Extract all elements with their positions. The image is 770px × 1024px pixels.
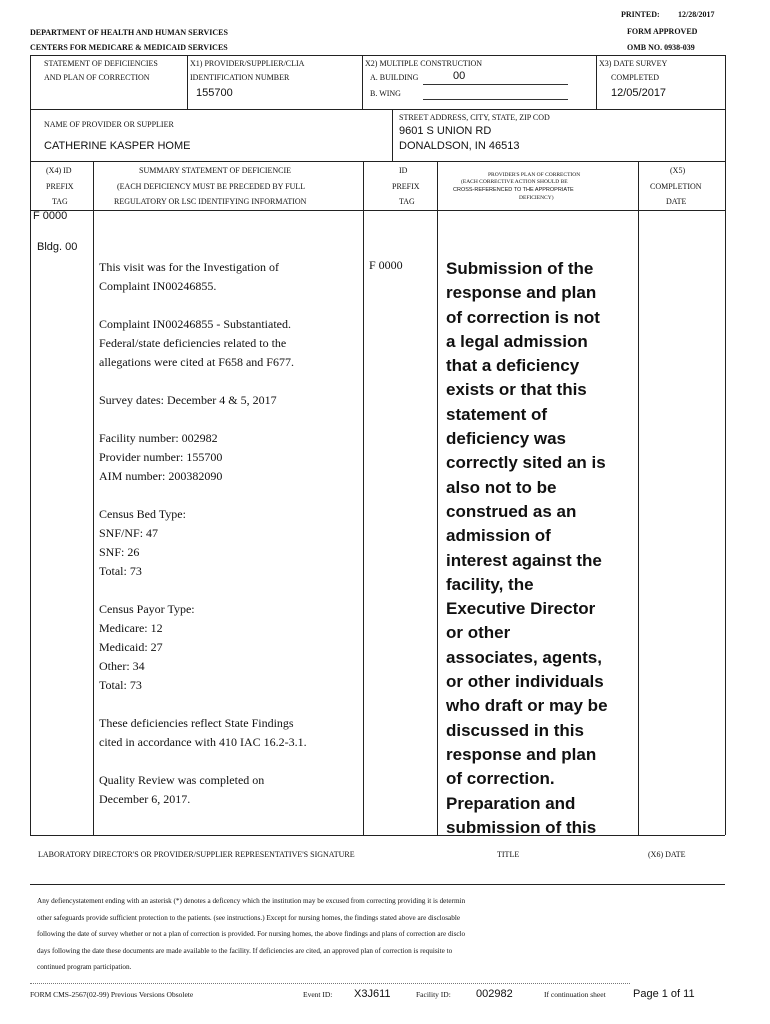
centers-name: CENTERS FOR MEDICARE & MEDICAID SERVICES [30, 43, 228, 52]
statement-label-1: STATEMENT OF DEFICIENCIES [44, 59, 158, 68]
plan-line: of correction. [446, 769, 555, 789]
x4-label-3: TAG [52, 197, 68, 206]
address-line-2: DONALDSON, IN 46513 [399, 140, 520, 152]
summary-line: Total: 73 [99, 678, 142, 692]
plan-line: correctly sited an is [446, 453, 606, 473]
summary-line: SNF/NF: 47 [99, 526, 159, 540]
summary-paragraph [99, 714, 364, 752]
summary-statement [99, 258, 364, 828]
department-name: DEPARTMENT OF HEALTH AND HUMAN SERVICES [30, 28, 228, 37]
x1-label-1: X1) PROVIDER/SUPPLIER/CLIA [190, 59, 305, 68]
x5-label-3: DATE [666, 197, 687, 206]
x3-label-1: X3) DATE SURVEY [599, 59, 668, 68]
summary-label-3: REGULATORY OR LSC IDENTIFYING INFORMATION [114, 197, 307, 206]
summary-line: Census Payor Type: [99, 602, 195, 616]
plan-line: or other [446, 623, 511, 643]
plan-line: of correction is not [446, 307, 600, 327]
summary-paragraph [99, 258, 364, 296]
event-id-label: Event ID: [303, 990, 333, 999]
statement-label-2: AND PLAN OF CORRECTION [44, 73, 150, 82]
x4-label-2: PREFIX [46, 182, 74, 191]
plan-line: that a deficiency [446, 356, 580, 376]
plan-line: response and plan [446, 744, 597, 764]
notice-line: following the date of survey whether or not a plan of correction is provided. For nursing homes, the above findings and plans of correction are disclo [37, 930, 466, 939]
plan-line: discussed in this [446, 720, 584, 740]
address-line-1: 9601 S UNION RD [399, 125, 492, 137]
summary-paragraph [99, 600, 364, 695]
id-label-3: TAG [399, 197, 415, 206]
summary-line: Provider number: 155700 [99, 450, 223, 464]
summary-line: Total: 73 [99, 564, 142, 578]
summary-line: These deficiencies reflect State Findings [99, 716, 294, 730]
summary-line: cited in accordance with 410 IAC 16.2-3.1. [99, 735, 307, 749]
summary-line: This visit was for the Investigation of [99, 260, 279, 274]
plan-line: response and plan [446, 283, 597, 303]
notice-line: continued program participation. [37, 963, 132, 972]
event-id-value: X3J611 [354, 988, 391, 1000]
address-label: STREET ADDRESS, CITY, STATE, ZIP COD [399, 113, 550, 122]
plan-of-correction-text [446, 257, 626, 840]
plan-label-1: PROVIDER'S PLAN OF CORRECTION [488, 172, 581, 178]
facility-id-label: Facility ID: [416, 990, 451, 999]
signature-date-label: (X6) DATE [648, 850, 686, 859]
notice-line: Any defiencystatement ending with an asterisk (*) denotes a deficency which the institution may be excused from correcting providing it is determin [37, 897, 466, 905]
wing-label: B. WING [370, 89, 401, 98]
x2-label: X2) MULTIPLE CONSTRUCTION [365, 59, 483, 68]
summary-line: allegations were cited at F658 and F677. [99, 355, 294, 369]
notice-line: other safeguards provide sufficient protection to the patients. (see instructions.) Except for nursing homes, the findings stated above are disclosable [37, 913, 461, 922]
x5-label-2: COMPLETION [650, 182, 702, 191]
plan-line: associates, agents, [446, 647, 602, 667]
building-label: A. BUILDING [370, 73, 419, 82]
building-tag: Bldg. 00 [37, 241, 78, 253]
summary-line: AIM number: 200382090 [99, 469, 223, 483]
x4-label-1: (X4) ID [46, 166, 72, 175]
plan-line: Preparation and [446, 793, 576, 813]
summary-line: Survey dates: December 4 & 5, 2017 [99, 393, 277, 407]
page-number: Page 1 of 11 [633, 988, 695, 1000]
x3-label-2: COMPLETED [611, 73, 659, 82]
left-tag: F 0000 [33, 210, 68, 222]
plan-line: or other individuals [446, 672, 604, 692]
summary-line: Quality Review was completed on [99, 773, 265, 787]
printed-date: 12/28/2017 [678, 10, 715, 19]
summary-paragraph [99, 429, 364, 486]
plan-line: interest against the [446, 550, 602, 570]
plan-line: Executive Director [446, 599, 596, 619]
plan-line: a legal admission [446, 331, 588, 351]
form-number: FORM CMS-2567(02-99) Previous Versions Obsolete [30, 990, 194, 999]
plan-label-2: (EACH CORRECTIVE ACTION SHOULD BE [461, 179, 568, 185]
summary-paragraph [99, 391, 364, 410]
summary-line: Facility number: 002982 [99, 431, 218, 445]
plan-line: deficiency was [446, 429, 567, 449]
plan-line: statement of [446, 404, 548, 424]
summary-line: Medicaid: 27 [99, 640, 163, 654]
summary-line: SNF: 26 [99, 545, 140, 559]
provider-name-label: NAME OF PROVIDER OR SUPPLIER [44, 120, 174, 129]
summary-line: Other: 34 [99, 659, 145, 673]
deficiency-notice [37, 893, 727, 976]
plan-label-3: CROSS-REFERENCED TO THE APPROPRIATE [453, 187, 574, 193]
right-tag: F 0000 [369, 258, 403, 272]
summary-line: Complaint IN00246855 - Substantiated. [99, 317, 291, 331]
summary-paragraph [99, 771, 364, 809]
plan-line: construed as an [446, 501, 577, 521]
plan-line: facility, the [446, 574, 534, 594]
summary-label-2: (EACH DEFICIENCY MUST BE PRECEDED BY FULL [117, 182, 306, 191]
facility-id-value: 002982 [476, 988, 513, 1000]
id-label-1: ID [399, 166, 408, 175]
summary-paragraph [99, 315, 364, 372]
plan-label-4: DEFICIENCY) [519, 195, 554, 201]
summary-line: Census Bed Type: [99, 507, 186, 521]
plan-line: submission of this [446, 817, 597, 837]
plan-line: also not to be [446, 477, 557, 497]
printed-label: PRINTED: [621, 10, 660, 19]
summary-line: Medicare: 12 [99, 621, 163, 635]
continuation-label: If continuation sheet [544, 990, 606, 999]
notice-line: days following the date these documents are made available to the facility. If deficiencies are cited, an approved plan of correction is requisite to [37, 946, 453, 955]
x5-label-1: (X5) [670, 166, 686, 175]
summary-paragraph [99, 505, 364, 581]
x1-value: 155700 [196, 87, 233, 99]
x1-label-2: IDENTIFICATION NUMBER [190, 73, 290, 82]
signature-label: LABORATORY DIRECTOR'S OR PROVIDER/SUPPLIER REPRESENTATIVE'S SIGNATURE [38, 850, 355, 859]
building-value: 00 [453, 70, 466, 82]
x3-value: 12/05/2017 [611, 87, 667, 99]
plan-line: exists or that this [446, 380, 587, 400]
summary-label-1: SUMMARY STATEMENT OF DEFICIENCIE [139, 166, 292, 175]
summary-line: Federal/state deficiencies related to the [99, 336, 287, 350]
title-label: TITLE [497, 850, 520, 859]
id-label-2: PREFIX [392, 182, 420, 191]
omb-number: OMB NO. 0938-039 [627, 43, 695, 52]
summary-line: December 6, 2017. [99, 792, 191, 806]
plan-line: Submission of the [446, 259, 594, 278]
provider-name: CATHERINE KASPER HOME [44, 140, 191, 152]
form-approved: FORM APPROVED [627, 27, 698, 36]
summary-line: Complaint IN00246855. [99, 279, 217, 293]
plan-line: who draft or may be [446, 696, 608, 716]
plan-line: admission of [446, 526, 551, 546]
